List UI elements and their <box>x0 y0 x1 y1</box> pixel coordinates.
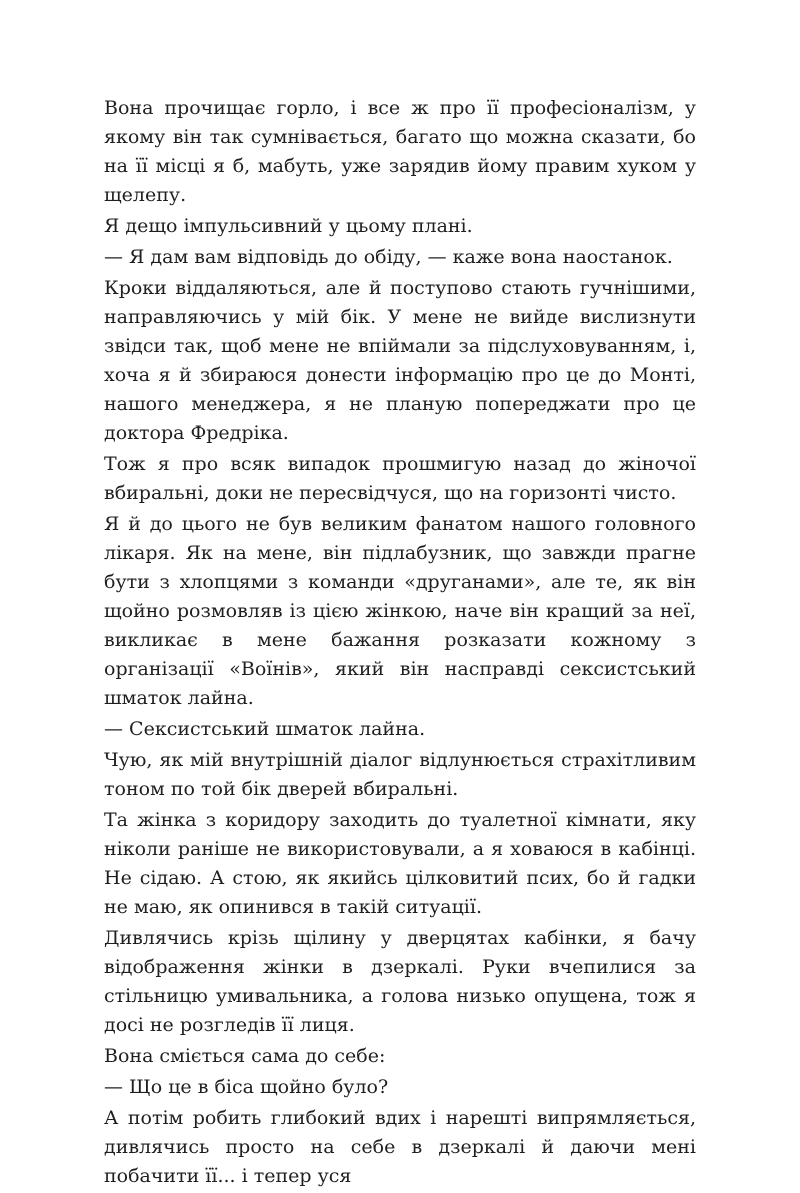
book-page-text <box>104 94 696 1193</box>
paragraph-1: Вона прочищає горло, і все ж про її професіоналізм, у якому він так сумнівається, багато що можна сказати, бо на її місці я б, мабуть, уже зарядив йому правим хуком у щелепу. <box>104 97 696 206</box>
paragraph-4: Кроки віддаляються, але й поступово стають гучнішими, направляючись у мій бік. У мене не вийде вислизнути звідси так, щоб мене не впіймали за підслуховуванням, і, хоча я й збираюся донести інформацію про це до Монті, нашого менеджера, я не планую попереджати про це доктора Фредріка. <box>104 277 696 444</box>
paragraph-3: — Я дам вам відповідь до обіду, — каже вона наостанок. <box>104 246 673 268</box>
paragraph-11: Вона сміється сама до себе: <box>104 1045 386 1067</box>
paragraph-6: Я й до цього не був великим фанатом нашого головного лікаря. Як на мене, він підлабузник, що завжди прагне бути з хлопцями з команди «друганами», але те, як він щойно розмовляв із цією жінкою, наче він кращий за неї, викликає в мене бажання розказати кожному з організації «Воїнів», який він насправді сексистський шматок лайна. <box>104 513 696 709</box>
paragraph-2: Я дещо імпульсивний у цьому плані. <box>104 215 473 237</box>
paragraph-5: Тож я про всяк випадок прошмигую назад до жіночої вбиральні, доки не пересвідчуся, що на горизонті чисто. <box>104 453 696 504</box>
paragraph-7: — Сексистський шматок лайна. <box>104 718 426 740</box>
paragraph-10: Дивлячись крізь щілину у дверцятах кабінки, я бачу відображення жінки в дзеркалі. Руки вчепилися за стільницю умивальника, а голова низько опущена, тож я досі не розгледів її лиця. <box>104 927 696 1036</box>
paragraph-8: Чую, як мій внутрішній діалог відлунюється страхітливим тоном по той бік дверей вбиральні. <box>104 749 696 800</box>
paragraph-9: Та жінка з коридору заходить до туалетної кімнати, яку ніколи раніше не використовували, а я ховаюся в кабінці. Не сідаю. А стою, як якийсь цілковитий псих, бо й гадки не маю, як опинився в такій ситуації. <box>104 809 696 918</box>
paragraph-12: — Що це в біса щойно було? <box>104 1076 389 1098</box>
paragraph-13: А потім робить глибокий вдих і нарешті випрямляється, дивлячись просто на себе в дзеркалі й даючи мені побачити її... і тепер уся <box>104 1107 696 1187</box>
